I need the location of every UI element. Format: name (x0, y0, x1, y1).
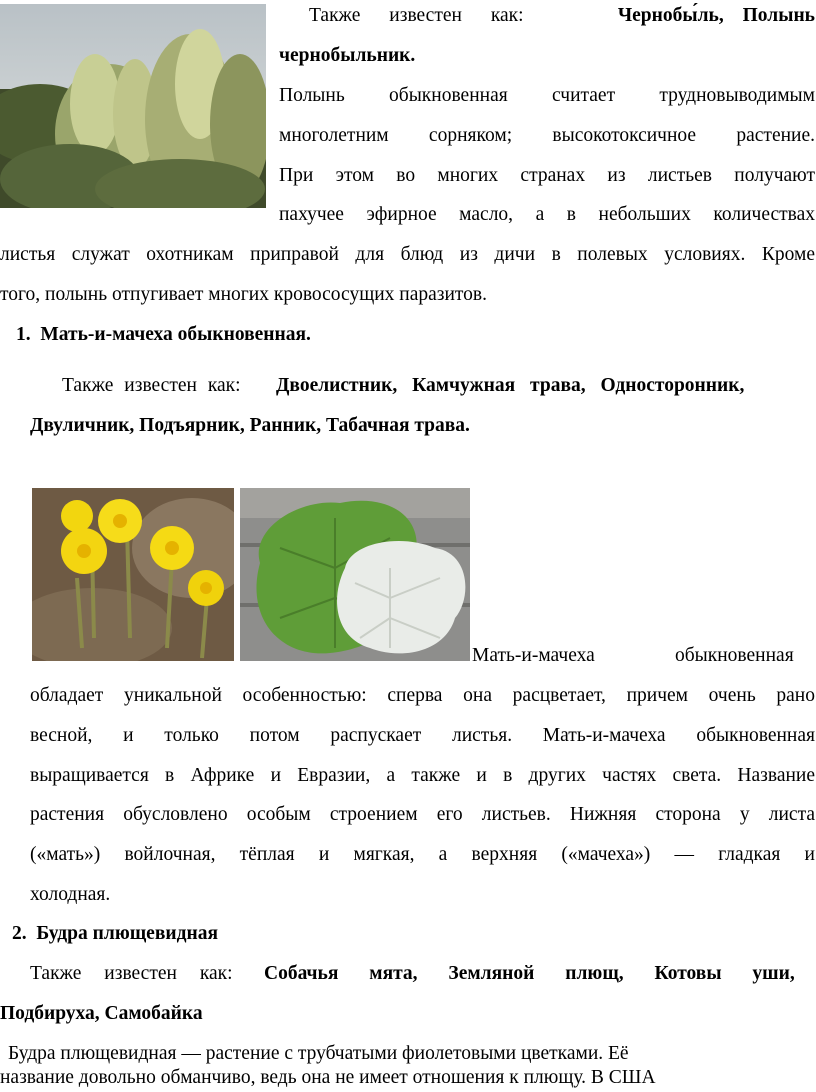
paragraph-line: растения обусловлено особым строением его листьев. Нижняя сторона у листа (30, 804, 815, 825)
also-known-names: Собачья мята, Земляной плющ, Котовы уши, (264, 963, 795, 984)
also-known-lead: Также известен как: (30, 963, 233, 984)
list-number: 2. (12, 923, 27, 944)
paragraph-line: холодная. (30, 884, 111, 905)
also-known-line-1 (30, 962, 233, 986)
caption-right: обыкновенная (675, 645, 794, 666)
wormwood-photo (0, 4, 266, 208)
paragraph-line: листья служат охотникам приправой для блюд из дичи в полевых условиях. Кроме (0, 244, 815, 265)
also-known-names-line (264, 962, 815, 986)
section-heading (16, 323, 311, 347)
caption-left: Мать-и-мачеха (472, 645, 595, 666)
also-known-names: Чернобы́ль, Полынь (617, 5, 815, 26)
paragraph-line: название довольно обманчиво, ведь она не имеет отношения к плющу. В США (0, 1067, 656, 1088)
coltsfoot-leaves-photo (240, 488, 470, 661)
coltsfoot-flowers-photo (32, 488, 234, 661)
also-known-lead: Также известен как: (309, 5, 524, 26)
paragraph-line: многолетним сорняком; высокотоксичное растение. (279, 125, 815, 146)
section-heading (12, 922, 218, 946)
also-known-names: Двоелистник, Камчужная трава, Односторонник, (276, 375, 745, 396)
paragraph-line: выращивается в Африке и Евразии, а также и в других частях света. Название (30, 765, 815, 786)
paragraph-line: Полынь обыкновенная считает трудновыводимым (279, 85, 815, 106)
also-known-line-2: чернобыльник. (279, 45, 416, 66)
also-known-line-1 (309, 4, 815, 28)
paragraph-line: обладает уникальной особенностью: сперва она расцветает, причем очень рано (30, 685, 815, 706)
list-number: 1. (16, 324, 31, 345)
also-known-lead: Также известен как: (62, 375, 241, 396)
paragraph-line: Будра плющевидная — растение с трубчатыми фиолетовыми цветками. Её (8, 1043, 629, 1064)
also-known-names-line (276, 374, 815, 398)
heading-text: Мать-и-мачеха обыкновенная. (40, 324, 311, 345)
also-known-line-2: Подбируха, Самобайка (0, 1003, 203, 1024)
paragraph-line: пахучее эфирное масло, а в небольших количествах (279, 204, 815, 225)
paragraph-line: того, полынь отпугивает многих кровососущих паразитов. (0, 284, 487, 305)
paragraph-line: весной, и только потом распускает листья. Мать-и-мачеха обыкновенная (30, 725, 815, 746)
also-known-line-1 (62, 374, 241, 398)
also-known-line-2: Двуличник, Подъярник, Ранник, Табачная трава. (30, 415, 470, 436)
paragraph-line: («мать») войлочная, тёплая и мягкая, а верхняя («мачеха») — гладкая и (30, 844, 815, 865)
paragraph-line: При этом во многих странах из листьев получают (279, 165, 815, 186)
heading-text: Будра плющевидная (36, 923, 218, 944)
